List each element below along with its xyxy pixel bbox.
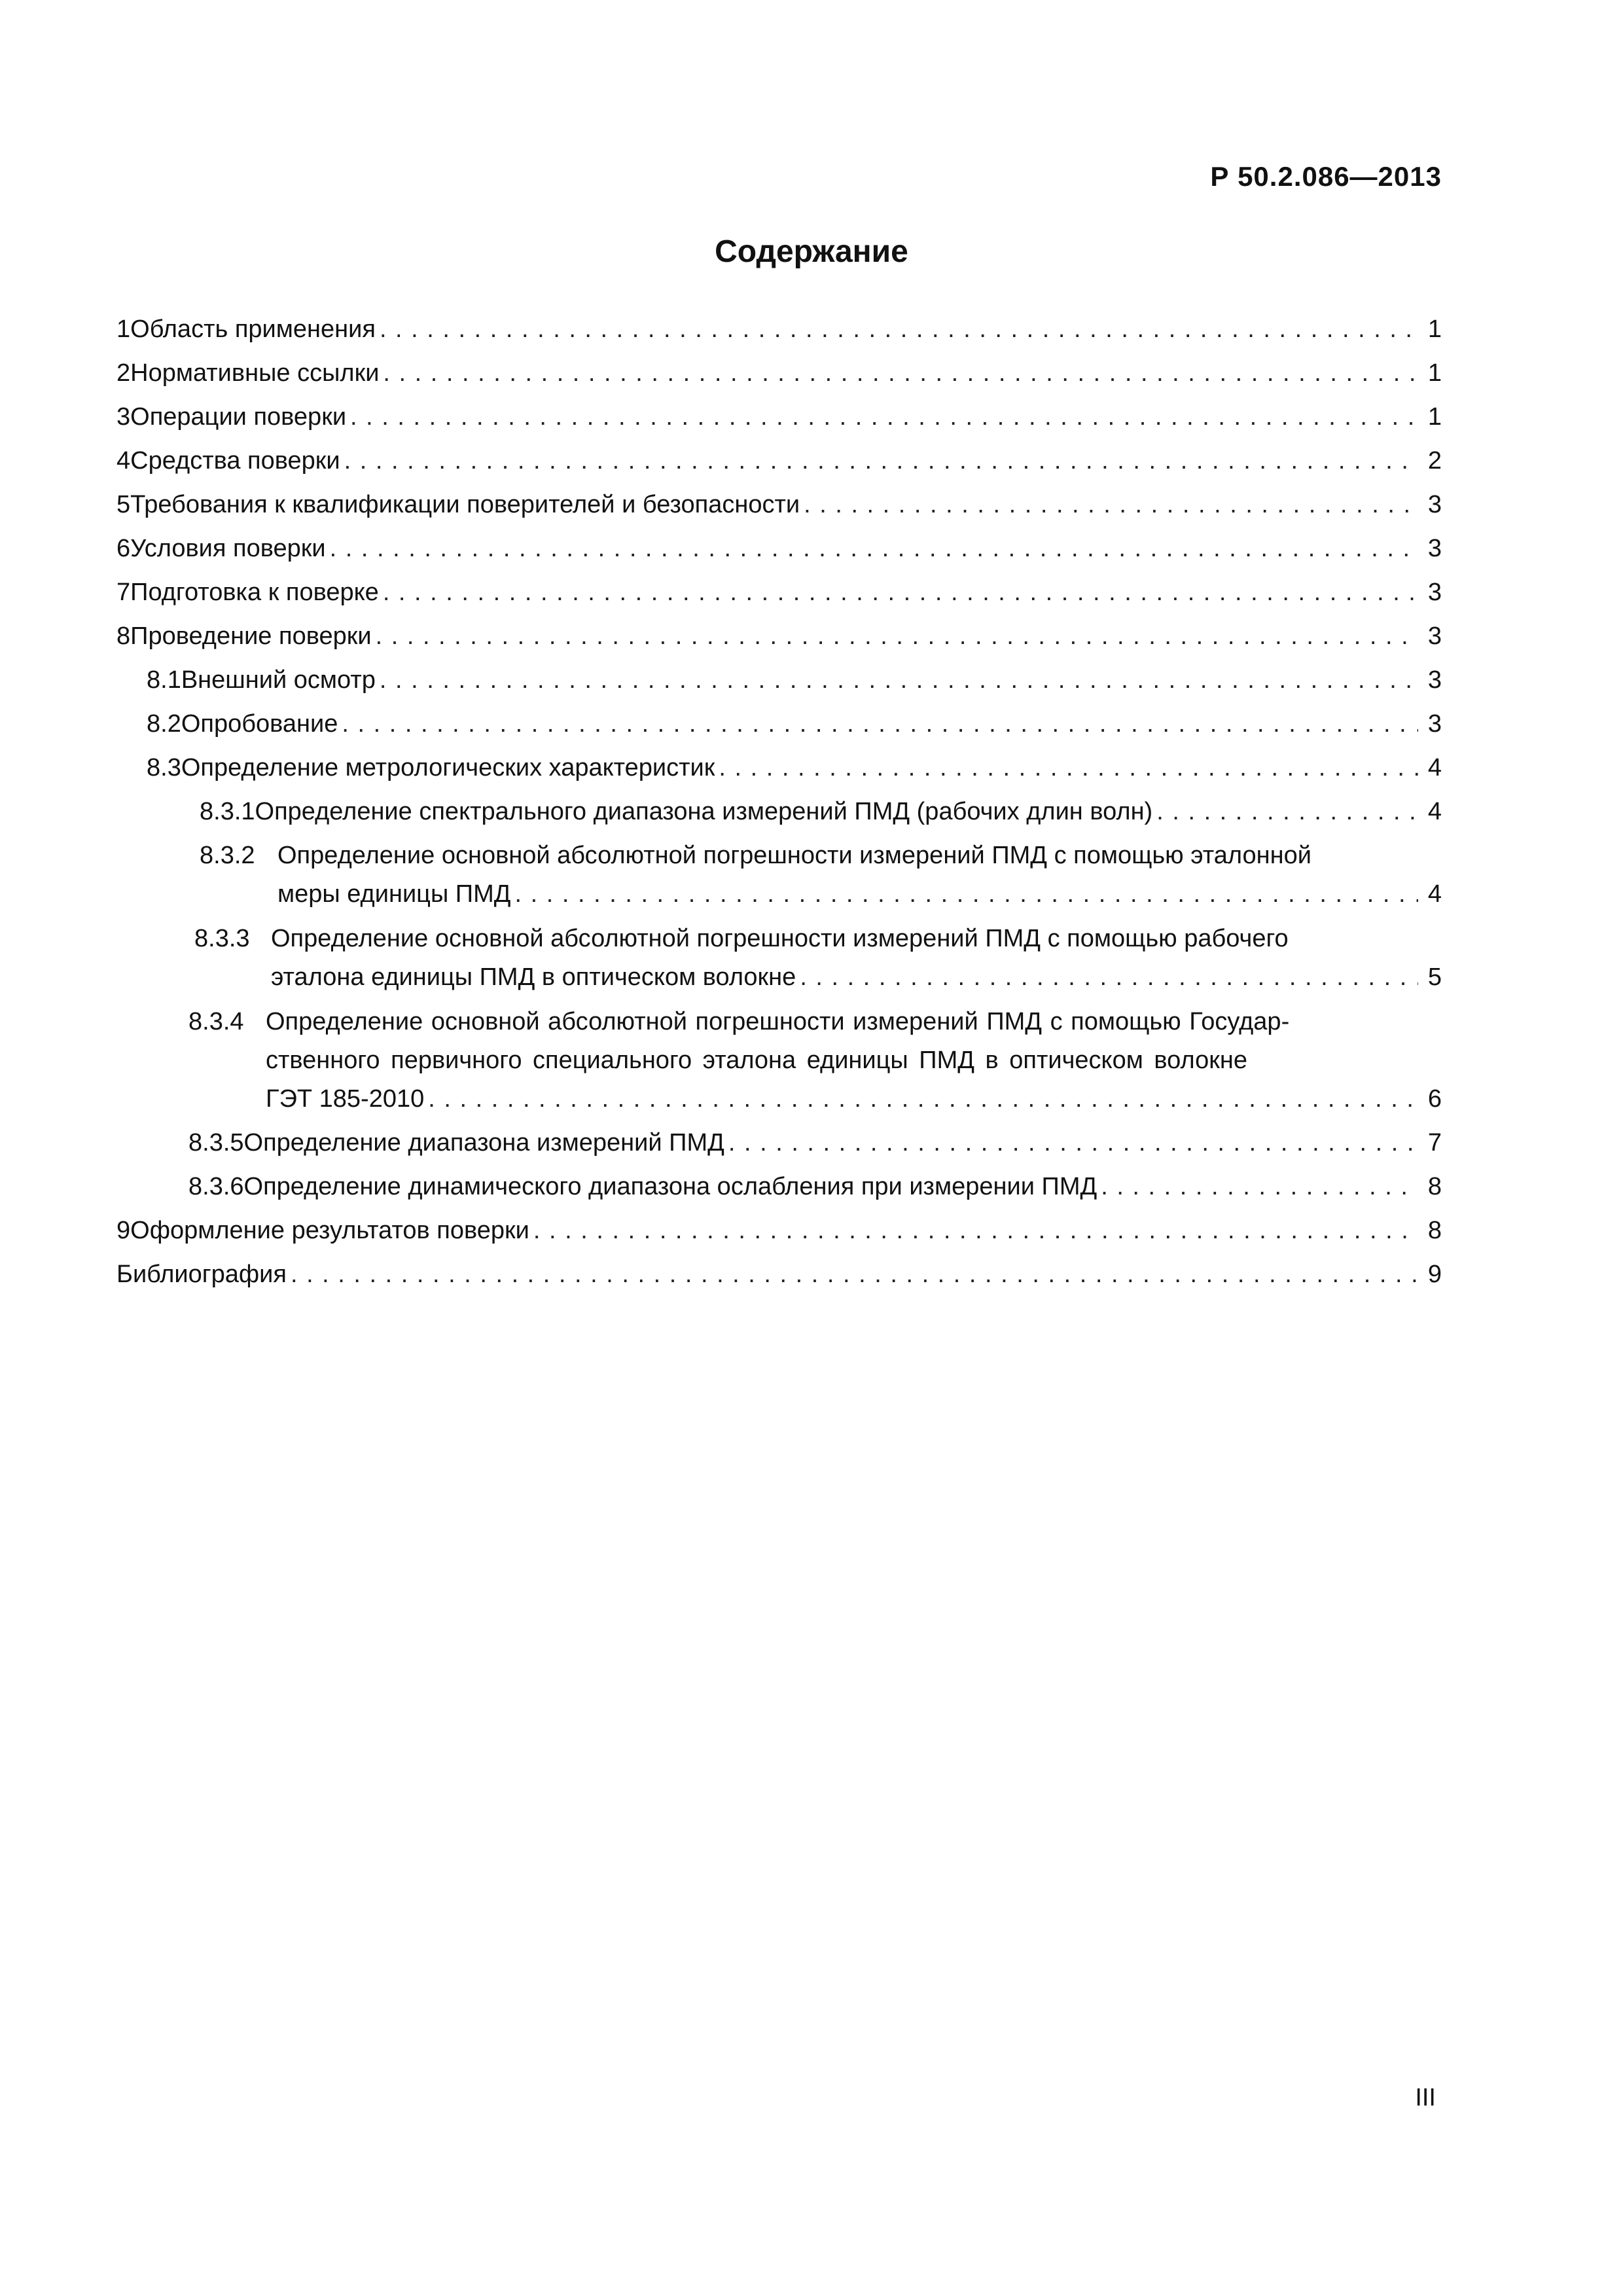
dot-leader: [344, 442, 1418, 480]
dot-leader: [1101, 1168, 1418, 1206]
dot-leader: [728, 1124, 1418, 1162]
toc-entry-number: 8.3: [147, 754, 181, 781]
toc-title: Содержание: [715, 234, 908, 269]
toc-entry-number: 8.3.2: [200, 842, 255, 869]
toc-entry[interactable]: [116, 836, 1442, 920]
toc-entry-number: 8.3.3: [194, 925, 250, 952]
toc-entry-title: Область применения: [130, 315, 376, 343]
toc-entry-number: 8.1: [147, 666, 181, 694]
toc-entry-number: 2: [116, 359, 131, 387]
dot-leader: [330, 529, 1418, 568]
toc-entry-title: Средства поверки: [130, 447, 340, 475]
toc-entry[interactable]: [116, 573, 1442, 617]
dot-leader: [719, 749, 1418, 787]
toc-entry-title: Определение спектрального диапазона измерений ПМД (рабочих длин волн): [255, 798, 1153, 825]
toc-entry-page: 5: [1427, 963, 1442, 991]
toc-entry-page: 1: [1427, 359, 1442, 387]
toc-entry-title: Нормативные ссылки: [130, 359, 380, 387]
toc-entry[interactable]: [116, 749, 1442, 793]
toc-entry[interactable]: [116, 617, 1442, 661]
toc-entry-page: 2: [1427, 447, 1442, 475]
dot-leader: [800, 958, 1418, 997]
toc-entry-title: Определение основной абсолютной погрешности измерений ПМД с помощью рабочего: [271, 925, 1289, 952]
toc-entry-number: 3: [116, 403, 131, 431]
toc-entry-number: 8.3.1: [200, 798, 255, 825]
toc-entry-number: 1: [116, 315, 131, 343]
toc-entry-number: 8: [116, 622, 131, 650]
table-of-contents: [116, 310, 1442, 1299]
dot-leader: [428, 1080, 1418, 1119]
toc-entry-title: Операции поверки: [130, 403, 347, 431]
toc-entry-page: 3: [1427, 710, 1442, 738]
toc-entry[interactable]: [116, 920, 1442, 1003]
toc-entry[interactable]: [116, 1168, 1442, 1211]
toc-entry-title: Определение диапазона измерений ПМД: [243, 1129, 724, 1157]
toc-entry-title: Опробование: [181, 710, 338, 738]
dot-leader: [383, 354, 1418, 393]
page-number: III: [1415, 2084, 1436, 2111]
toc-entry-title: Подготовка к поверке: [130, 579, 379, 606]
toc-entry-title: Библиография: [116, 1261, 287, 1288]
toc-entry-page: 1: [1427, 315, 1442, 343]
toc-entry-page: 4: [1427, 880, 1442, 908]
toc-entry-number: 8.2: [147, 710, 181, 738]
dot-leader: [380, 310, 1418, 349]
toc-entry[interactable]: [116, 1255, 1442, 1299]
toc-entry-number: 4: [116, 447, 131, 475]
toc-entry-number: 6: [116, 535, 131, 562]
toc-entry-page: 3: [1427, 666, 1442, 694]
toc-entry-number: 5: [116, 491, 131, 518]
toc-entry-title-continued: ственного первичного специального эталона единицы ПМД в оптическом волокне: [266, 1047, 1247, 1074]
toc-entry[interactable]: [116, 310, 1442, 354]
toc-entry-page: 3: [1427, 622, 1442, 650]
toc-entry-title: Определение динамического диапазона ослабления при измерении ПМД: [243, 1173, 1097, 1200]
dot-leader: [342, 705, 1418, 744]
dot-leader: [291, 1255, 1418, 1294]
toc-entry-title-continued: эталона единицы ПМД в оптическом волокне: [271, 963, 796, 991]
toc-entry-number: 7: [116, 579, 131, 606]
dot-leader: [515, 875, 1418, 914]
dot-leader: [380, 661, 1418, 700]
toc-entry[interactable]: [116, 1211, 1442, 1255]
toc-entry-page: 4: [1427, 798, 1442, 825]
toc-entry-page: 6: [1427, 1085, 1442, 1113]
toc-entry[interactable]: [116, 793, 1442, 836]
toc-entry-title-continued: ГЭТ 185-2010: [266, 1085, 425, 1113]
toc-entry-title: Проведение поверки: [130, 622, 372, 650]
toc-entry[interactable]: [116, 486, 1442, 529]
toc-entry[interactable]: [116, 529, 1442, 573]
toc-entry-title: Определение основной абсолютной погрешности измерений ПМД с помощью Государ-: [266, 1008, 1290, 1035]
toc-entry-number: 8.3.4: [188, 1008, 244, 1035]
toc-entry[interactable]: [116, 398, 1442, 442]
toc-entry-title: Внешний осмотр: [181, 666, 376, 694]
toc-entry-number: 8.3.6: [188, 1173, 244, 1200]
toc-entry[interactable]: [116, 661, 1442, 705]
toc-entry-page: 7: [1427, 1129, 1442, 1157]
toc-entry-page: 8: [1427, 1173, 1442, 1200]
toc-entry-page: 4: [1427, 754, 1442, 781]
toc-entry-number: 9: [116, 1217, 131, 1244]
dot-leader: [376, 617, 1418, 656]
dot-leader: [383, 573, 1418, 612]
toc-entry[interactable]: [116, 1124, 1442, 1168]
dot-leader: [804, 486, 1418, 524]
toc-entry-title: Оформление результатов поверки: [130, 1217, 529, 1244]
dot-leader: [533, 1211, 1418, 1250]
toc-entry-title: Требования к квалификации поверителей и безопасности: [130, 491, 800, 518]
toc-entry-page: 9: [1427, 1261, 1442, 1288]
toc-entry-page: 3: [1427, 535, 1442, 562]
document-code: Р 50.2.086—2013: [1210, 161, 1442, 192]
dot-leader: [1156, 793, 1418, 831]
toc-entry-title: Определение основной абсолютной погрешности измерений ПМД с помощью эталонной: [277, 842, 1311, 869]
toc-entry-title: Определение метрологических характеристик: [181, 754, 715, 781]
toc-entry[interactable]: [116, 1003, 1442, 1124]
toc-entry-title: Условия поверки: [130, 535, 326, 562]
toc-entry[interactable]: [116, 442, 1442, 486]
toc-entry-page: 3: [1427, 491, 1442, 518]
toc-entry[interactable]: [116, 354, 1442, 398]
toc-entry-page: 1: [1427, 403, 1442, 431]
toc-entry-title-continued: меры единицы ПМД: [277, 880, 511, 908]
toc-entry-page: 8: [1427, 1217, 1442, 1244]
toc-entry-page: 3: [1427, 579, 1442, 606]
toc-entry[interactable]: [116, 705, 1442, 749]
dot-leader: [350, 398, 1418, 437]
toc-entry-number: 8.3.5: [188, 1129, 244, 1157]
